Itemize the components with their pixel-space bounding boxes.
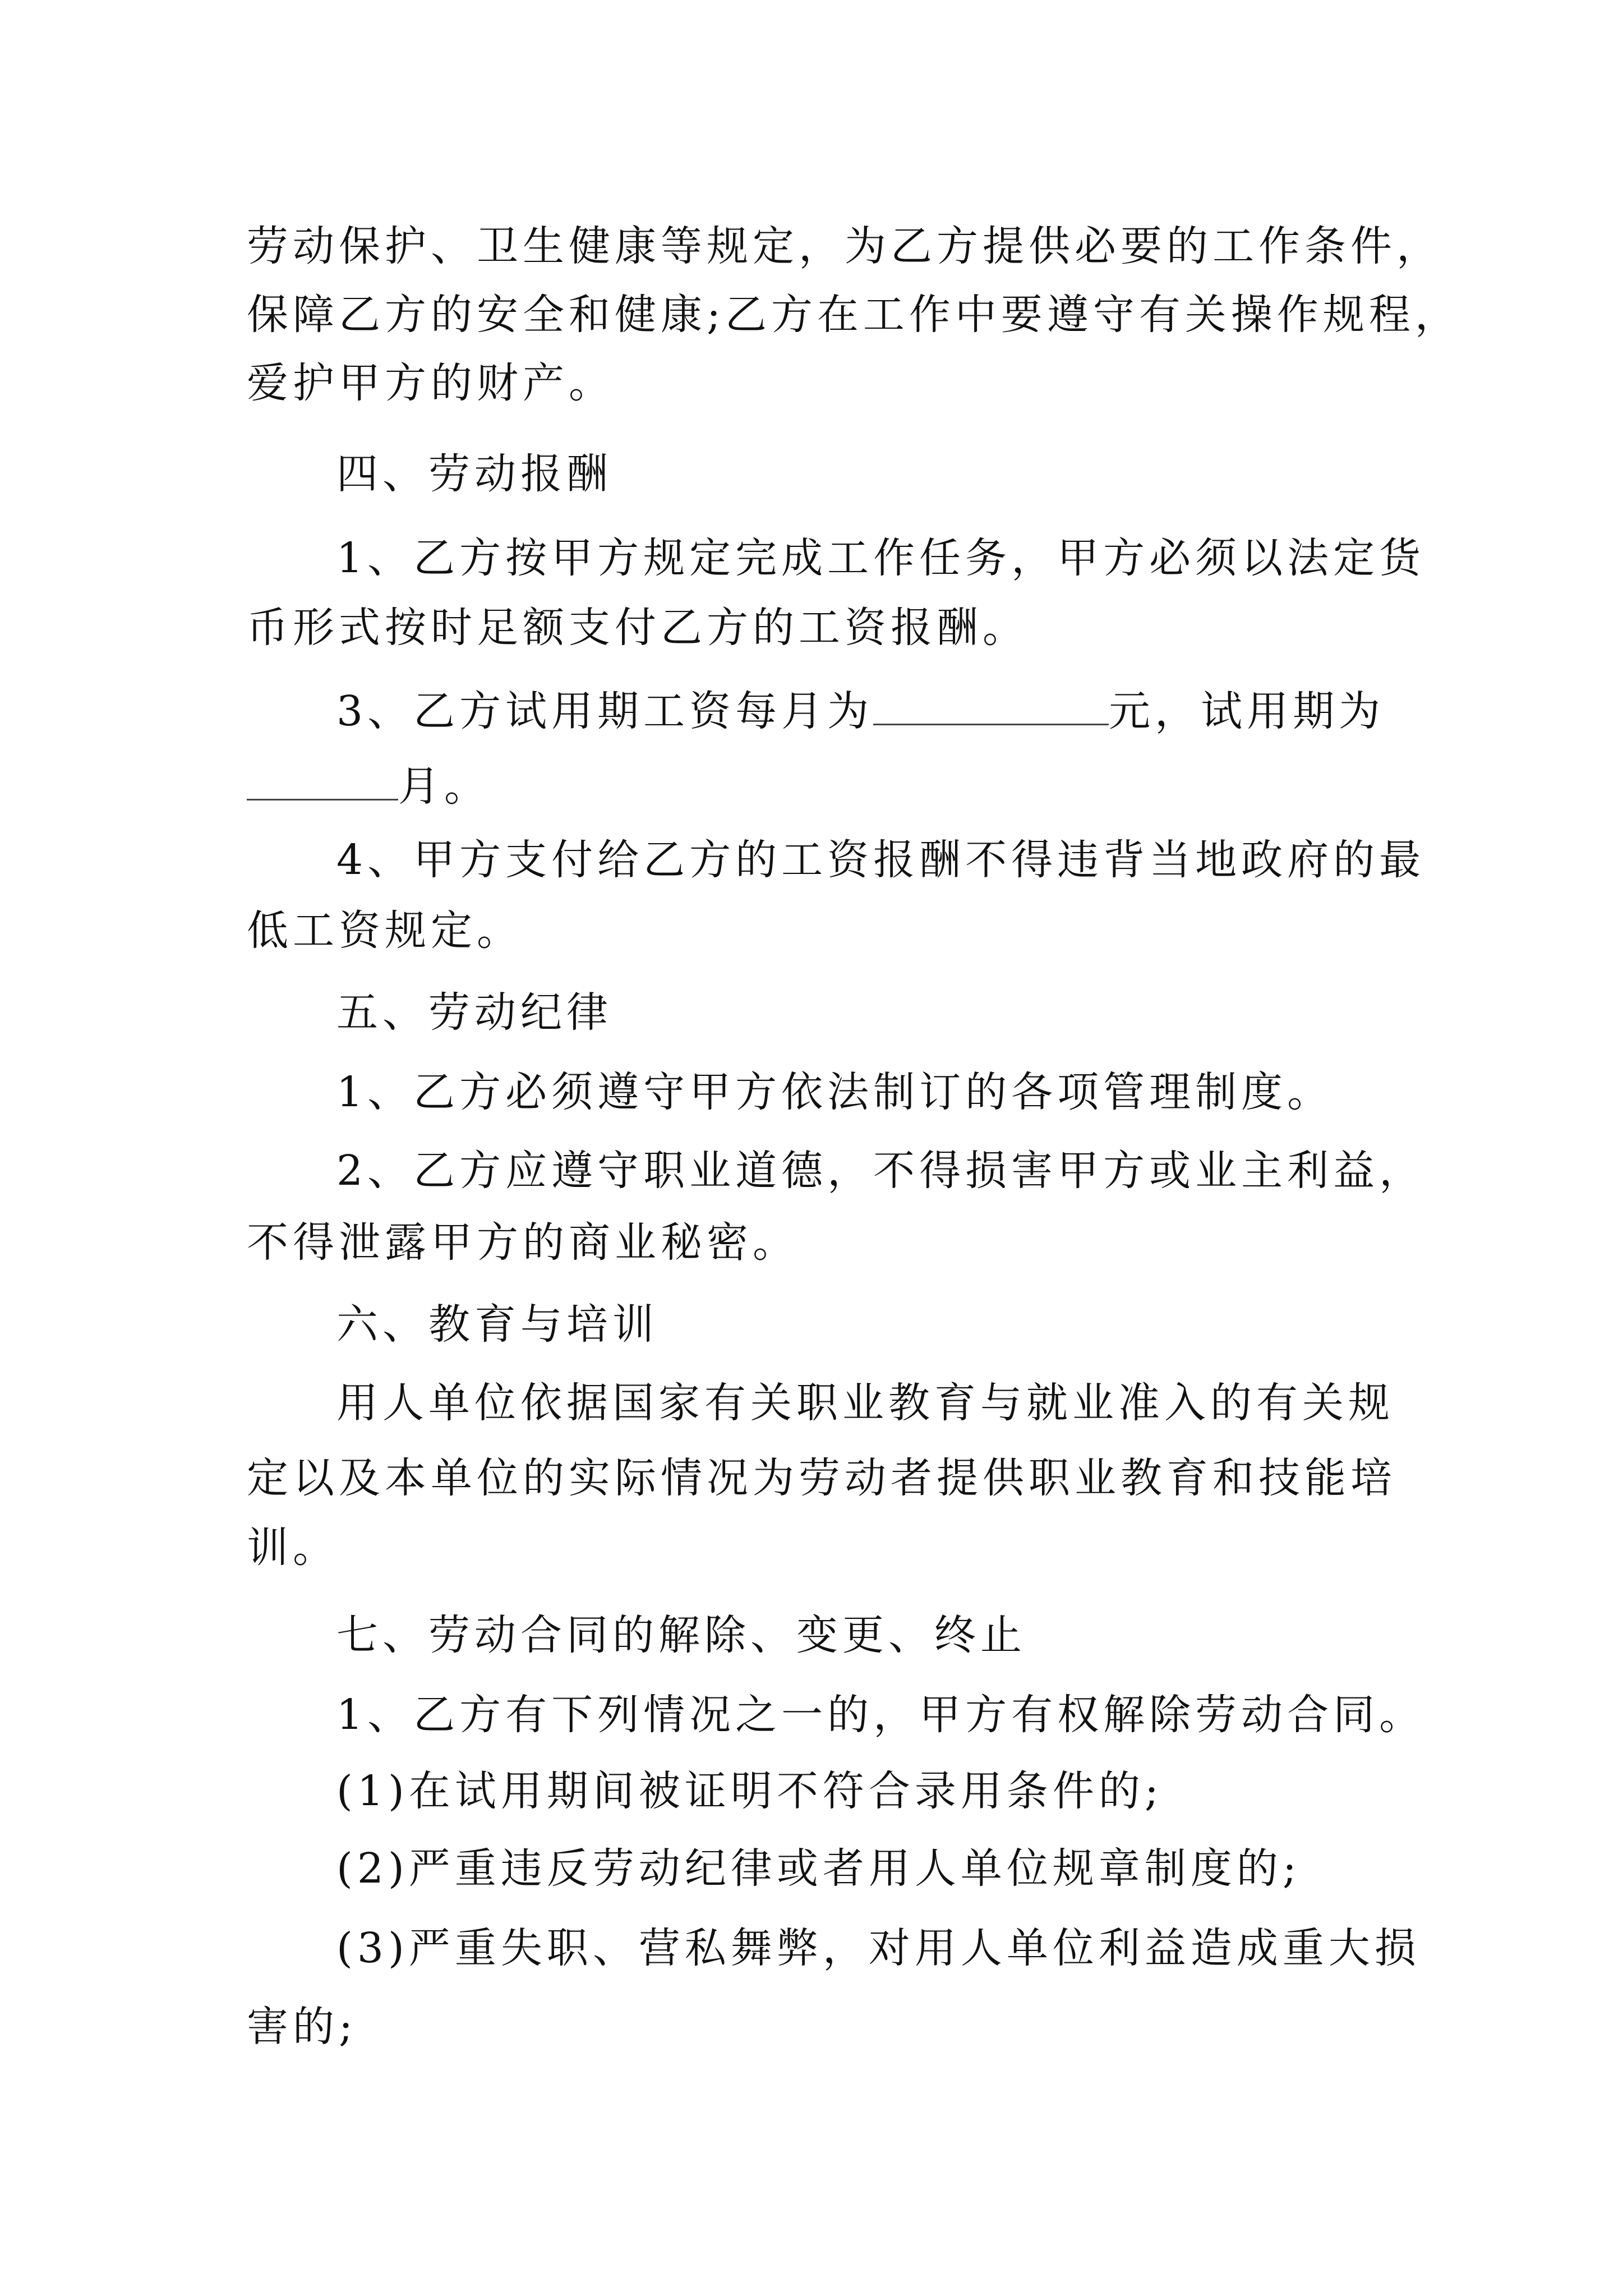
section-heading: 七、劳动合同的解除、变更、终止 <box>336 1611 1026 1659</box>
list-item: (3)严重失职、营私舞弊，对用人单位利益造成重大损 <box>336 1924 1421 1972</box>
text-segment: 月。 <box>398 762 490 811</box>
text-line: 劳动保护、卫生健康等规定，为乙方提供必要的工作条件， <box>247 222 1442 270</box>
fill-in-blank <box>247 760 398 800</box>
fill-in-blank <box>873 684 1109 725</box>
text-line: 保障乙方的安全和健康;乙方在工作中要遵守有关操作规程， <box>247 291 1461 339</box>
text-line: 4、甲方支付给乙方的工资报酬不得违背当地政府的最 <box>336 836 1426 884</box>
text-line: 不得泄露甲方的商业秘密。 <box>247 1218 799 1267</box>
text-line-with-blanks <box>336 684 1481 735</box>
list-item: (2)严重违反劳动纪律或者用人单位规章制度的; <box>336 1844 1301 1893</box>
text-line: 币形式按时足额支付乙方的工资报酬。 <box>247 604 1029 652</box>
text-line: 2、乙方应遵守职业道德，不得损害甲方或业主利益， <box>336 1147 1426 1195</box>
text-line: 1、乙方有下列情况之一的，甲方有权解除劳动合同。 <box>336 1691 1426 1739</box>
text-line-with-blank <box>247 760 1391 811</box>
section-heading: 四、劳动报酬 <box>336 450 612 498</box>
text-segment: 3、乙方试用期工资每月为 <box>336 687 874 735</box>
text-line: 1、乙方按甲方规定完成工作任务，甲方必须以法定货 <box>336 534 1426 582</box>
section-heading: 五、劳动纪律 <box>336 988 612 1037</box>
text-line: 定以及本单位的实际情况为劳动者提供职业教育和技能培 <box>247 1454 1396 1502</box>
text-segment: 元，试用期为 <box>1109 687 1385 735</box>
text-line: 害的; <box>247 2003 357 2051</box>
text-line: 爱护甲方的财产。 <box>247 359 615 407</box>
list-item: (1)在试用期间被证明不符合录用条件的; <box>336 1767 1163 1815</box>
text-line: 用人单位依据国家有关职业教育与就业准入的有关规 <box>336 1379 1394 1427</box>
text-line: 1、乙方必须遵守甲方依法制订的各项管理制度。 <box>336 1068 1334 1116</box>
text-line: 训。 <box>247 1524 339 1572</box>
text-line: 低工资规定。 <box>247 907 523 955</box>
section-heading: 六、教育与培训 <box>336 1300 658 1349</box>
